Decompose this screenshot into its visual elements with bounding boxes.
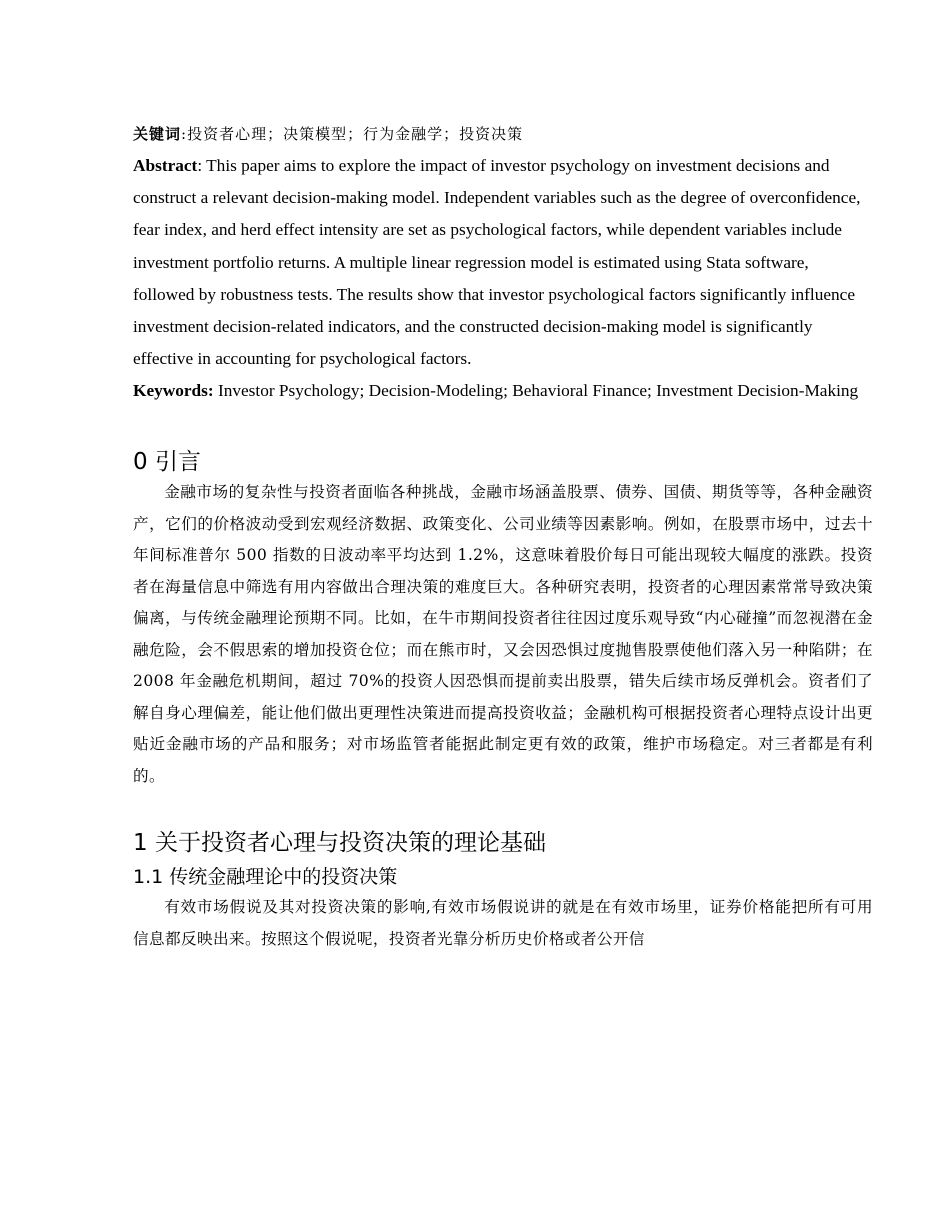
english-keywords-text: Investor Psychology; Decision-Modeling; Behavioral Finance; Investment Decision-Making [213,381,859,401]
chinese-keywords [133,118,873,150]
chinese-keywords-label: 关键词 [133,125,182,143]
abstract-label: Abstract [133,156,198,175]
chinese-keywords-text: 投资者心理；决策模型；行为金融学；投资决策 [187,125,524,143]
abstract-text: : This paper aims to explore the impact of investor psychology on investment decisions and construct a relevant decision-making model. Independent variables such as the degree of overconfidence, fear index, and herd effect intensity are set as psychological factors, while dependent variables include investment portfolio returns. A multiple linear regression model is estimated using Stata software, followed by robustness tests. The results show that investor psychological factors significantly influence investment decision-related indicators, and the constructed decision-making model is significantly effective in accounting for psychological factors. [133,156,861,369]
subsection-heading-traditional-finance: 1.1 传统金融理论中的投资决策 [133,866,398,889]
abstract [133,150,873,375]
traditional-finance-paragraph: 有效市场假说及其对投资决策的影响,有效市场假说讲的就是在有效市场里，证券价格能把所有可用信息都反映出来。按照这个假说呢，投资者光靠分析历史价格或者公开信 [133,898,873,948]
english-keywords [133,375,873,407]
paper-page [133,118,873,955]
section-heading-theory: 1 关于投资者心理与投资决策的理论基础 [133,830,546,857]
introduction-paragraph: 金融市场的复杂性与投资者面临各种挑战，金融市场涵盖股票、债券、国债、期货等等，各种金融资产，它们的价格波动受到宏观经济数据、政策变化、公司业绩等因素影响。例如，在股票市场中，过去十年间标准普尔 500 指数的日波动率平均达到 1.2%，这意味着股价每日可能出现较大幅度的涨跌。投资者在海量信息中筛选有用内容做出合理决策的难度巨大。各种研究表明，投资者的心理因素常常导致决策偏离，与传统金融理论预期不同。比如，在牛市期间投资者往往因过度乐观导致“内心碰撞”而忽视潜在金融危险，会不假思索的增加投资仓位；而在熊市时，又会因恐惧过度抛售股票使他们落入另一种陷阱；在 2008 年金融危机期间，超过 70%的投资人因恐惧而提前卖出股票，错失后续市场反弹机会。资者们了解自身心理偏差，能让他们做出更理性决策进而提高投资收益；金融机构可根据投资者心理特点设计出更贴近金融市场的产品和服务；对市场监管者能据此制定更有效的政策，维护市场稳定。对三者都是有利的。 [133,483,873,785]
chinese-keywords-colon: : [181,125,188,143]
section-heading-introduction: 0 引言 [133,449,201,476]
english-keywords-label: Keywords: [133,381,214,401]
